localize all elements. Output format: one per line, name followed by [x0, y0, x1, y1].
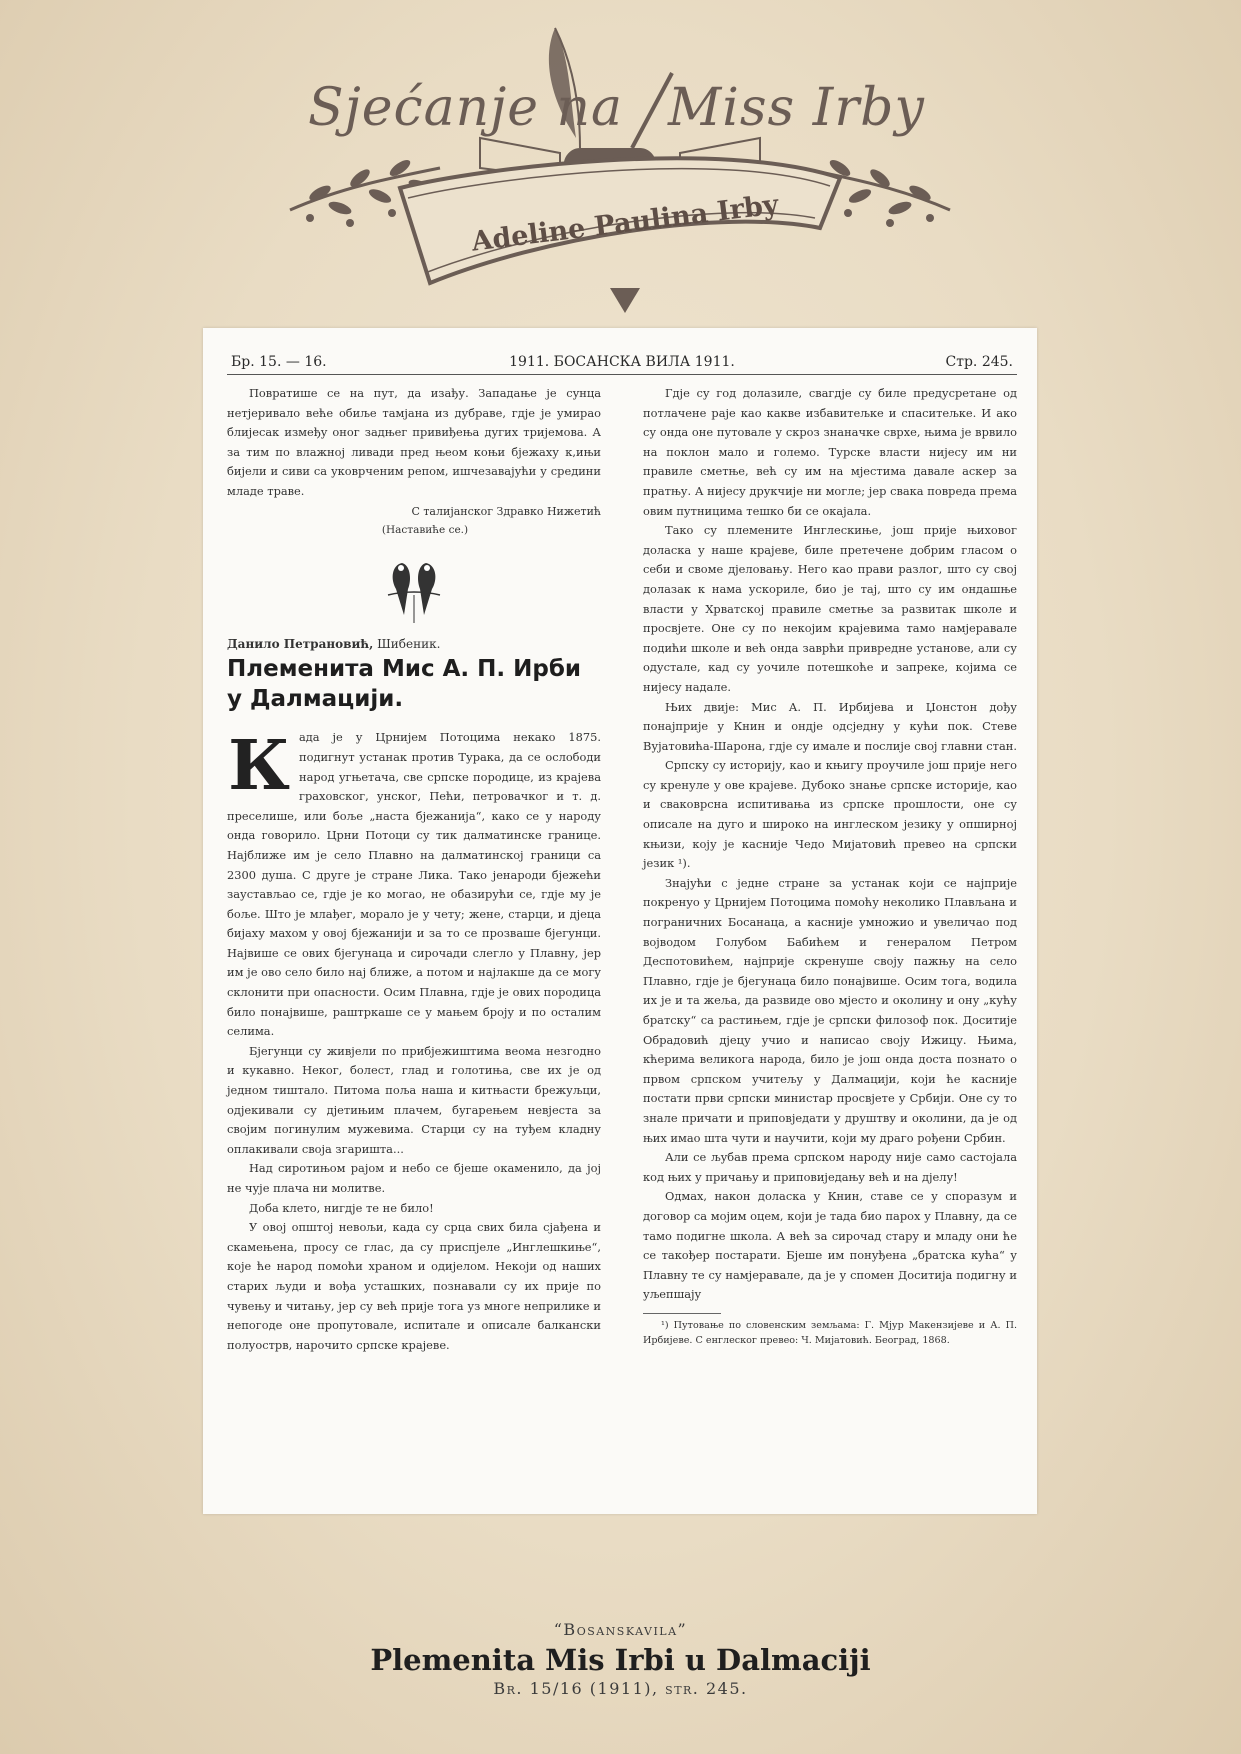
- article-paragraph: Доба клето, нигдје те не било!: [249, 1200, 434, 1215]
- article-paragraph: Знајући с једне стране за устанак који се најприје покренуо у Црнијем Потоцима помоћу неколико Плављана и пограничних Босанаца, а касније умножио и увеличао под војводом Голубом Бабићем и генералом Петром Деспотовићем, најприје скренуше своју пажњу на село Плавно, гдје је бјегунаца било понајвише. Осим тога, водила их је и та жеља, да развиде ово мјесто и околину и ону „кућу братску“ са растињем, гдје је српски филозоф пок. Доситије Обрадовић дјецу учио и написао своју Ижицу. Њима, кћерима великога народа, било је још онда доста познато о првом српском учитељу у Далмацији, који ће касније постати први српски министар просвјете у Србији. Оне су то знале причати и приповједати у друштву и околини, да је од њих имао шта чути и научити, који му драго рођени Србин.: [643, 875, 1017, 1145]
- header-rule: [227, 374, 1017, 375]
- swallows-vignette-icon: [384, 555, 444, 625]
- article-paragraph: Њих двије: Мис А. П. Ирбијева и Џонстон дођу понајприје у Книн и ондје одсједну у кући пок. Стеве Вујатовића-Шарона, гдје су имале и послије свој главни стан.: [643, 699, 1017, 753]
- page-number: Стр. 245.: [945, 354, 1013, 370]
- article-paragraph: У овој општој невољи, када су срца свих била сјађена и скамењена, проcу се глас, да су приспјеле „Инглешкиње“, које ће народ помоћи храном и одијелом. Некоји од наших старих људи и вођа усташких, познавали су их прије по чувењу и читању, јер су већ прије тога уз многе неприлике и непогоде оне пропутовале, испитале и описале балкански полуострв, нарочито српске крајеве.: [227, 1220, 601, 1352]
- header-title-right: Miss Irby: [668, 78, 925, 138]
- drop-cap: К: [228, 726, 290, 807]
- translator-signature: С талијанског Здравко Нижетић: [411, 504, 601, 518]
- right-column: [643, 384, 1017, 1348]
- caption-reference: Br. 15/16 (1911), str. 245.: [493, 1679, 748, 1698]
- continued-note: (Наставиће се.): [381, 524, 469, 537]
- intro-paragraph: Повратише се на пут, да изађу. Западање је сунца нетјеривало веће обиље тамјана из дубраве, гдје је умирао блијесак измеђy оног задњег привиђења дугих тријемова. А за тим по влажној ливади пред њеом коњи бјежаху к,ињи бијели и сиви са уковрченим репом, ишчезавајући у средини младе траве.: [227, 386, 601, 498]
- header-emblem: [280, 18, 960, 318]
- article-title: Племенита Мис А. П. Ирби у Далмацији.: [227, 656, 582, 713]
- newspaper-page: [203, 328, 1037, 1514]
- caption-source: “Bosanskavila”: [553, 1620, 688, 1639]
- footnote-rule: [643, 1313, 721, 1314]
- left-column: [227, 384, 601, 1355]
- caption-title: Plemenita Mis Irbi u Dalmaciji: [370, 1643, 871, 1677]
- publication-title: 1911. БОСАНСКА ВИЛА 1911.: [509, 354, 735, 370]
- header-title-left: Sjećanje na: [308, 78, 624, 138]
- article-paragraph: Над сиротињом рајом и небо се бјеше окаменило, да јој не чује плача ни молитве.: [227, 1161, 601, 1195]
- byline: [227, 635, 601, 655]
- running-head: [227, 354, 1017, 374]
- issue-number: Бр. 15. — 16.: [231, 354, 327, 370]
- caption: [0, 1620, 1241, 1698]
- article-paragraph: Одмах, након доласка у Книн, ставе се у споразум и договор са мојим оцем, који је тада био парох у Плавну, да се тамо подигне школа. А већ за сирочад стару и младу они ће се такођер постарати. Бјеше им понуђена „братска кућа“ у Плавну те су намјеравале, да је у спомен Доситија подигну и уљепшају: [643, 1189, 1017, 1302]
- author-place: Шибеник.: [377, 636, 441, 651]
- article-paragraph: Гдје су год долазиле, свагдје су биле предусретане од потлачене раје као какве избавитељке и спаситељке. И ако су онда оне путовале у скроз знаначке сврхе, њима је врвило на поклон мало и големо. Турске власти нијесу им ни правиле сметње, већ су им на мјестима давале аскер за пратњу. А нијесу друкчије ни могле; јер свака повреда према овим путницима тешко би се окајала.: [643, 386, 1017, 518]
- article-paragraph: Бјегунци су живјели по прибјежиштима веома незгодно и кукавно. Неког, болест, глад и голотиња, све их је од једном тиштало. Питома поља наша и китњасти брежуљци, одјекивали су дјетињим плачем, бугарењем невјеста за својим погинулим мужевима. Старци су на туђем кладну оплакивали своја згаришта...: [227, 1043, 601, 1156]
- article-paragraph: Српску су историју, као и књигу проучиле још прије него су кренуле у ове крајеве. Дубоко знање српске историје, као и сваковрсна испитивања из српске прошлости, оне су описале на дуго и широко на инглеском језику у опширној књизи, коју је касније Чедо Мијатовић превео на српски језик ¹).: [643, 758, 1017, 871]
- footnote: ¹) Путовање по словенским земљама: Г. Мјур Макензијеве и А. П. Ирбијеве. С енглеског превео: Ч. Мијатовић. Београд, 1868.: [643, 1319, 1017, 1346]
- article-paragraph: ада је у Црнијем Потоцима некако 1875. подигнут устанак против Турака, да се ослободи народ угњетачa, све српске породице, из крајева граховског, унског, Пећи, петровачког и т. д. преселише, или боље „наста бјежанија“, како се у народу онда говорило. Црни Потоци су тик далматинске границе. Најближе им је село Плавно на далматинској граници са 2300 душа. С друге је стране Лика. Тако јенароди бјежећи заустављао се, гдје је ко могао, не обазирући се, гдје му је боље. Што је млађег, морало је у чету; жене, старци, и дјеца бијаху махом у овој бјежанији и за то се прозваше бјегунци. Највише се ових бјегунаца и сирочади слегло у Плавну, јер им је ово село било нај ближе, а потом и најлакше да се могу склонити при опасности. Осим Плавна, гдје је ових породица било понајвише, раштркаше се у мањем броју и по осталим селима.: [227, 730, 601, 1039]
- emblem-ornament: [280, 18, 960, 318]
- article-paragraph: Тако су племените Инглескиње, још прије њиховог доласка у наше крајеве, биле претечене добрим гласом о себи и своме дјеловању. Него као прави разлог, што су свој долазак к нама ускориле, био је тај, што су им ондашње власти у Хрватској правиле сметње за развитак школе и просвјете. Оне су по некојим крајевима тамо намјеравале подићи школе и већ онда заврћи привредне установе, али су одустале, кад су уочиле потешкоће и запреке, којима се нијесу надале.: [643, 523, 1017, 694]
- header-banner-text: Adeline Paulina Irby: [469, 189, 781, 258]
- article-paragraph: Али се љубав према српском народу није само састојала код њих у причању и приповиједању већ и на дјелу!: [643, 1150, 1017, 1184]
- author-name: Данило Петрановић,: [227, 636, 374, 651]
